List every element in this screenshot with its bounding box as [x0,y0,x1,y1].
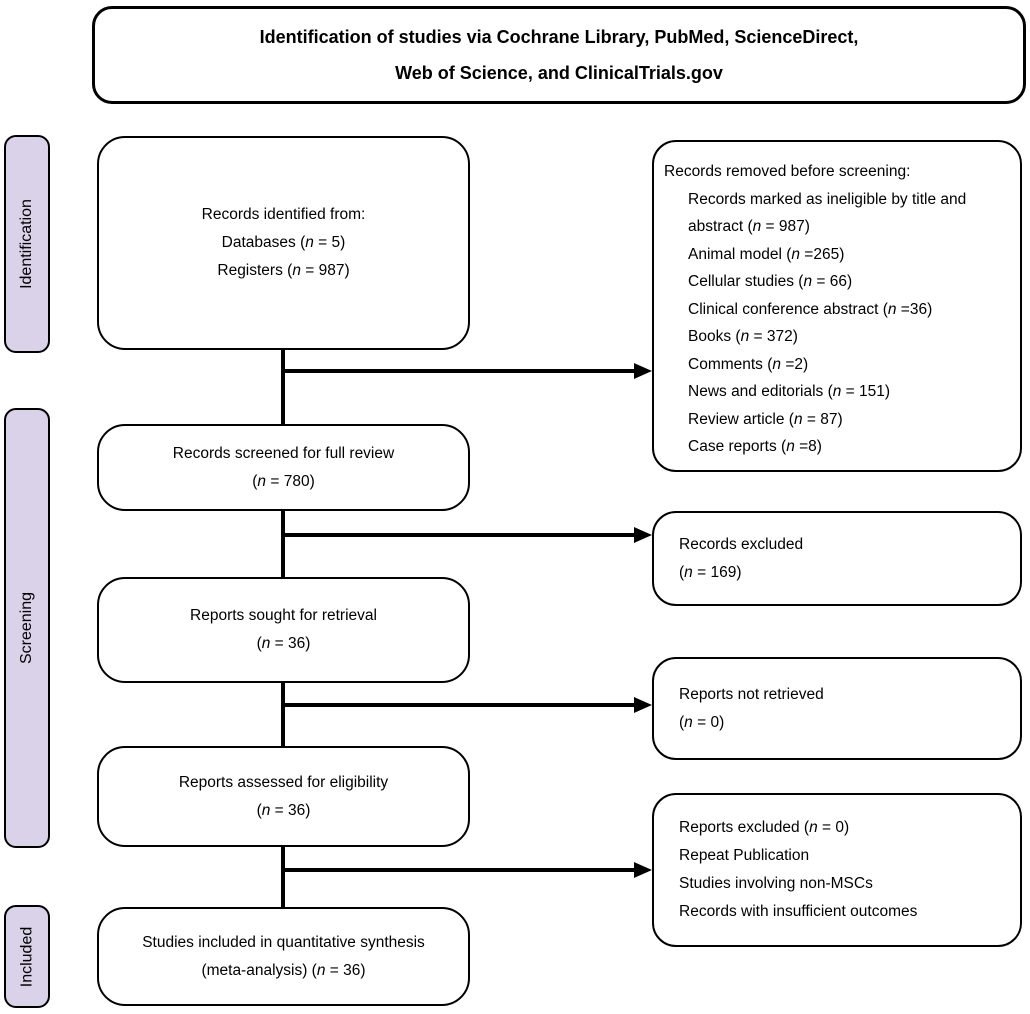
box-studies-included: Studies included in quantitative synthesis (meta-analysis) (n = 36) [97,907,470,1006]
arrow-to-records-excluded-head [634,527,652,543]
arrow-to-reports-not-retrieved-head [634,697,652,713]
records-removed-items: Records marked as ineligible by title and abstract (n = 987) Animal model (n =265) Cellular studies (n = 66) Clinical conference abstract (n =36) Books (n = 372) Comments (n =2) News and editorials (n = 151) Review article (n = 87) Case reports (n =8) [688,190,967,455]
box-records-removed [652,140,1022,472]
connector-identified-to-screened [281,350,285,424]
box-reports-excluded [652,793,1022,947]
reports-excluded-text: Reports excluded (n = 0) Repeat Publication Studies involving non-MSCs Records with insufficient outcomes [679,819,918,920]
title-box [92,6,1026,104]
box-reports-not-retrieved [652,657,1022,760]
diagram-title: Identification of studies via Cochrane Library, PubMed, ScienceDirect, Web of Science, and ClinicalTrials.gov [259,27,859,83]
records-excluded-text: Records excluded (n = 169) [679,535,804,581]
reports-not-retrieved-text: Reports not retrieved (n = 0) [679,685,824,731]
box-reports-sought: Reports sought for retrieval (n = 36) [97,577,470,683]
arrow-to-records-excluded-shaft [283,533,635,537]
stage-identification-text: Identification [18,199,35,289]
arrow-to-records-removed-head [634,363,652,379]
box-records-excluded [652,511,1022,606]
connector-sought-to-assessed [281,683,285,746]
stage-label-identification [4,135,50,353]
arrow-to-reports-not-retrieved-shaft [283,703,635,707]
arrow-to-reports-excluded-shaft [283,868,635,872]
connector-assessed-to-included [281,847,285,907]
arrow-to-records-removed-shaft [283,369,635,373]
stage-included-text: Included [18,926,35,987]
arrow-to-reports-excluded-head [634,862,652,878]
stage-label-included [4,905,50,1008]
box-records-screened: Records screened for full review (n = 780) [97,424,470,511]
box-reports-assessed: Reports assessed for eligibility (n = 36) [97,746,470,847]
stage-label-screening [4,408,50,848]
box-records-identified: Records identified from: Databases (n = 5) Registers (n = 987) [97,136,470,350]
stage-screening-text: Screening [18,591,36,665]
connector-screened-to-sought [281,511,285,577]
records-removed-header: Records removed before screening: [664,163,911,180]
